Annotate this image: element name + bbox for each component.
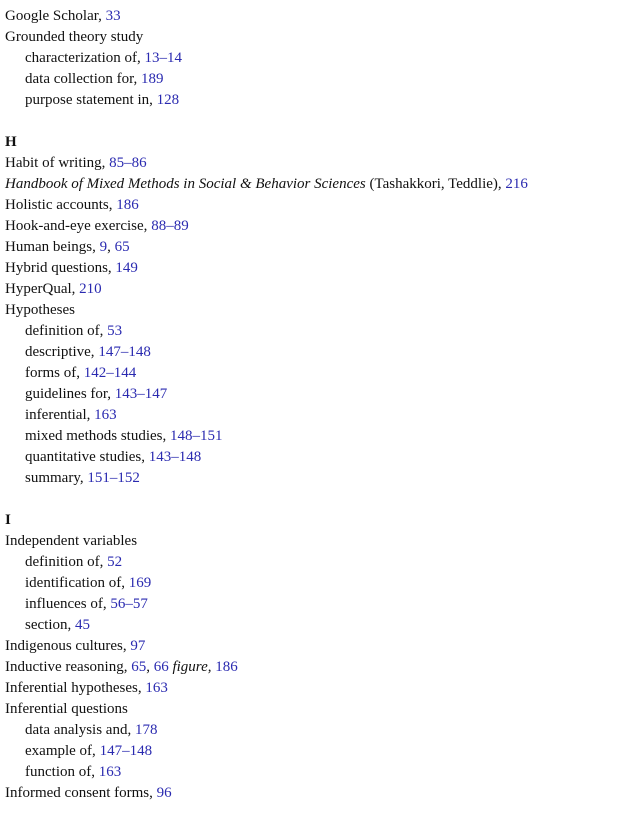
entry-term: inferential,	[25, 407, 95, 423]
section-gap	[5, 489, 633, 510]
entry-term: Informed consent forms,	[5, 785, 157, 801]
entry-term: Human beings,	[5, 239, 100, 255]
entry-term: Inferential hypotheses,	[5, 680, 146, 696]
index-entry	[5, 531, 633, 552]
index-subentry	[5, 342, 633, 363]
page-ref-link[interactable]: 216	[505, 176, 528, 192]
section-gap	[5, 111, 633, 132]
entry-term: Independent variables	[5, 533, 138, 549]
page-ref-link[interactable]: 88–89	[151, 218, 189, 234]
page-ref-link[interactable]: 142–144	[83, 365, 137, 381]
page-ref-link[interactable]: 66	[153, 659, 169, 675]
page-ref-link[interactable]: 169	[128, 575, 152, 591]
entry-term: Google Scholar,	[5, 8, 106, 24]
entry-term: function of,	[25, 764, 99, 780]
page-ref-link[interactable]: 85–86	[109, 155, 147, 171]
entry-term: guidelines for,	[25, 386, 115, 402]
entry-term: HyperQual,	[5, 281, 80, 297]
entry-term: data analysis and,	[25, 722, 135, 738]
page-ref-link[interactable]: 143–148	[148, 449, 202, 465]
entry-term: influences of,	[25, 596, 111, 612]
page-ref-link[interactable]: 33	[105, 8, 121, 24]
entry-title-italic: Handbook of Mixed Methods in Social & Behavior Sciences	[5, 176, 366, 192]
entry-term: purpose statement in,	[25, 92, 157, 108]
section-letter-heading: I	[5, 512, 11, 528]
index-entry	[5, 216, 633, 237]
entry-note-italic: figure,	[168, 659, 212, 675]
section-letter-heading: H	[5, 134, 17, 150]
page-ref-link[interactable]: 210	[79, 281, 102, 297]
index-entry	[5, 153, 633, 174]
entry-term: definition of,	[25, 554, 108, 570]
page-ref-link[interactable]: 151–152	[87, 470, 140, 486]
index-entry: Human beings, 9, 65	[5, 239, 130, 255]
page-ref-link[interactable]: 65	[114, 239, 130, 255]
index-entry	[5, 195, 633, 216]
entry-term: example of,	[25, 743, 100, 759]
index-subentry	[5, 552, 633, 573]
page-ref-link[interactable]: 148–151	[170, 428, 223, 444]
index-entry: Inductive reasoning, 65, 66 figure, 186	[5, 659, 238, 675]
index-entry	[5, 678, 633, 699]
entry-term: mixed methods studies,	[25, 428, 170, 444]
index-subentry	[5, 69, 633, 90]
index-subentry	[5, 321, 633, 342]
entry-term: Grounded theory study	[5, 29, 144, 45]
index-subentry	[5, 405, 633, 426]
page-ref-link[interactable]: 143–147	[114, 386, 168, 402]
page-ref-link[interactable]: 45	[75, 617, 90, 633]
page-ref-link[interactable]: 65	[131, 659, 147, 675]
entry-term: quantitative studies,	[25, 449, 149, 465]
entry-term: (Tashakkori, Teddlie),	[365, 176, 506, 192]
page-ref-link[interactable]: 178	[134, 722, 158, 738]
index-subentry	[5, 363, 633, 384]
index-subentry	[5, 384, 633, 405]
entry-term: forms of,	[25, 365, 84, 381]
index-subentry	[5, 90, 633, 111]
page-ref-link[interactable]: 149	[115, 260, 138, 276]
entry-term: Holistic accounts,	[5, 197, 117, 213]
index-entry	[5, 258, 633, 279]
page-ref-link[interactable]: 163	[98, 764, 122, 780]
index-entry	[5, 174, 633, 195]
index-entry	[5, 279, 633, 300]
page-ref-link[interactable]: 186	[116, 197, 139, 213]
page-ref-link[interactable]: 53	[107, 323, 123, 339]
entry-term: identification of,	[25, 575, 129, 591]
index-subentry	[5, 573, 633, 594]
index-subentry	[5, 426, 633, 447]
page-ref-link[interactable]: 128	[156, 92, 180, 108]
entry-term: Inferential questions	[5, 701, 128, 717]
entry-term: characterization of,	[25, 50, 145, 66]
entry-term: section,	[25, 617, 75, 633]
page-ref-link[interactable]: 96	[156, 785, 172, 801]
page-ref-link[interactable]: 189	[141, 71, 164, 87]
index-subentry	[5, 615, 633, 636]
index-entry	[5, 636, 633, 657]
entry-term: Indigenous cultures,	[5, 638, 131, 654]
index-subentry	[5, 447, 633, 468]
index-entry	[5, 783, 633, 804]
index-subentry	[5, 720, 633, 741]
index-subentry	[5, 741, 633, 762]
entry-term: definition of,	[25, 323, 108, 339]
entry-term: Hook-and-eye exercise,	[5, 218, 152, 234]
page-ref-link[interactable]: 163	[94, 407, 117, 423]
index-entry	[5, 699, 633, 720]
entry-term: Habit of writing,	[5, 155, 110, 171]
index-subentry	[5, 48, 633, 69]
index-entry	[5, 6, 633, 27]
index-entry	[5, 27, 633, 48]
page-ref-link[interactable]: 147–148	[99, 743, 153, 759]
entry-term: Hybrid questions,	[5, 260, 116, 276]
index-subentry	[5, 468, 633, 489]
entry-term: summary,	[25, 470, 88, 486]
page-ref-link[interactable]: 9	[99, 239, 108, 255]
entry-term: Hypotheses	[5, 302, 75, 318]
page-ref-link[interactable]: 163	[145, 680, 168, 696]
page-ref-link[interactable]: 97	[130, 638, 146, 654]
index-subentry	[5, 762, 633, 783]
page-ref-link[interactable]: 147–148	[98, 344, 151, 360]
entry-term: data collection for,	[25, 71, 142, 87]
index-entry	[5, 300, 633, 321]
page-ref-link[interactable]: 13–14	[144, 50, 183, 66]
entry-term: Inductive reasoning,	[5, 659, 132, 675]
index-subentry	[5, 594, 633, 615]
index-page	[5, 6, 633, 804]
page-ref-link[interactable]: 56–57	[110, 596, 148, 612]
page-ref-link[interactable]: 186	[215, 659, 238, 675]
entry-term: descriptive,	[25, 344, 99, 360]
page-ref-link[interactable]: 52	[107, 554, 123, 570]
